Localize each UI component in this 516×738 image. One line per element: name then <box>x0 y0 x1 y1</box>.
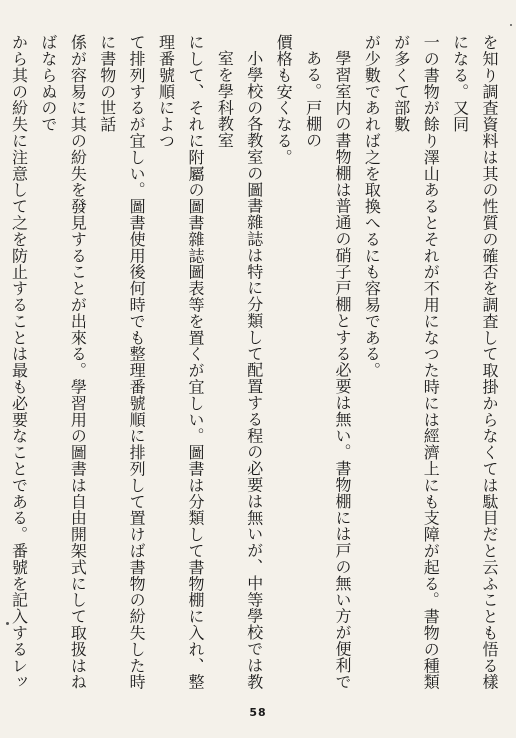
page-number: 58 <box>249 706 267 719</box>
vertical-text-block <box>9 34 504 694</box>
text-line: を知り調査資料は其の性質の確否を調査して取掛からなくては駄目だと云ふことも悟る樣になる。又同 <box>450 34 499 690</box>
text-line: 學習室内の書物棚は普通の硝子戸棚とする必要は無い。書物棚には戸の無い方が便利である。戸棚の <box>303 50 352 690</box>
text-line: が少數であれば之を取換へるにも容易である。 <box>362 34 382 379</box>
text-line: 係が容易に其の紛失を發見することが出來る。學習用の圖書は自由開架式にして取扱はねばならぬので <box>38 34 88 690</box>
text-line: にして、それに附屬の圖書雜誌圖表等を置くが宜しい。圖書は分類して書物棚に入れ、整理番號順によつ <box>156 34 205 690</box>
ink-spot <box>510 24 512 26</box>
text-line: 小學校の各教室の圖書雜誌は特に分類して配置する程の必要は無いが、中等學校では教室を學科教室 <box>215 50 264 690</box>
text-line: て排列するが宜しい。圖書使用後何時でも整理番號順に排列して置けば書物の紛失した時に書物の世話 <box>97 34 147 690</box>
text-line: 價格も安くなる。 <box>274 34 294 166</box>
text-line: から其の紛失に注意して之を防止することは最も必要なことである。番號を記入するレッ <box>9 34 29 690</box>
ink-spot <box>6 622 9 625</box>
text-line: 一の書物が餘り澤山あるとそれが不用になつた時には經濟上にも支障が起る。書物の種類が多くて部數 <box>391 34 441 690</box>
